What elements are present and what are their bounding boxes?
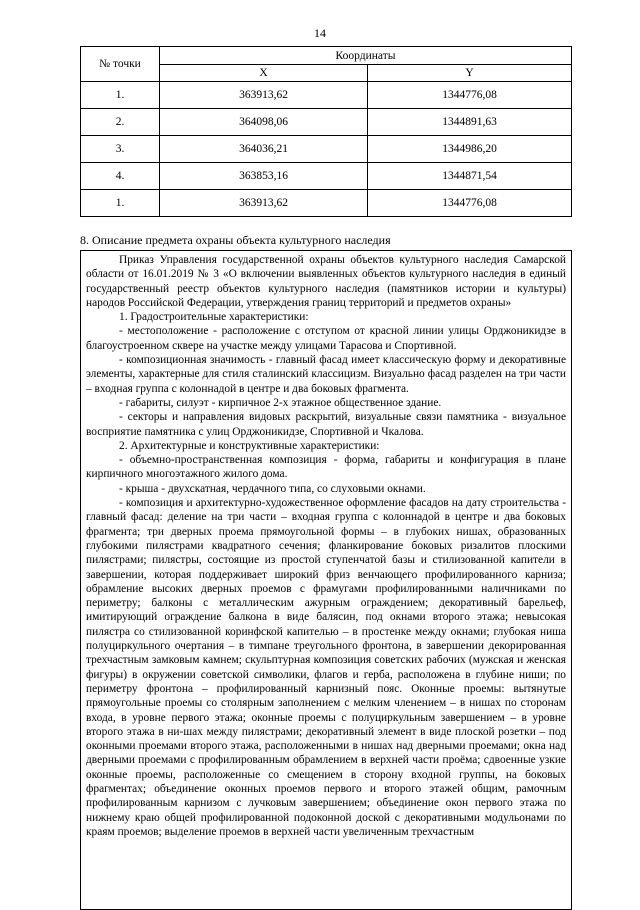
cell-x: 364036,21: [160, 136, 368, 163]
section-title: 8. Описание предмета охраны объекта культурного наследия: [80, 233, 391, 247]
header-coordinates: Координаты: [160, 47, 572, 65]
header-point-number: № точки: [81, 47, 160, 82]
table-row: [81, 163, 572, 190]
paragraph: 1. Градостроительные характеристики:: [119, 311, 309, 324]
page-number: 14: [314, 26, 326, 40]
paragraph: - местоположение - расположение с отступом от красной линии улицы Орджоникидзе в благоустроенном сквере на участке между улицами Тарасова и Спортивной.: [86, 325, 566, 352]
cell-point: 1.: [81, 190, 160, 217]
paragraph: - габариты, силуэт - кирпичное 2-х этажное общественное здание.: [119, 396, 442, 409]
cell-point: 1.: [81, 82, 160, 109]
cell-y: 1344776,08: [368, 190, 572, 217]
paragraph: - композиция и архитектурно-художественное оформление фасадов на дату строительства - главный фасад: деление на три части – входная группа с колоннадой в центре и два боковых фрагмента; три дверных проема прямоугольной формы – в глубоких нишах, образованных глубокими пилястрами квадратного сечения; фланкирование боковых ризалитов плоскими пилястрами; пилястры, состоящие из простой ступенчатой базы и стилизованной капители в завершении, которая поддерживает широкий фриз венчающего профилированного карниза; обрамление высоких дверных проемов с фрамугами профилированными наличниками по периметру; балконы с металлическим ажурным ограждением; декоративный барельеф, имитирующий ограждение балкона в виде балясин, под окнами второго этажа; невысокая пилястра со стилизованной коринфской капителью – в простенке между окнами; глубокая ниша полуциркульного очертания – в тимпане треугольного фронтона, в завершении декорированная трехчастным замковым камнем; скульптурная композиция советских рабочих (мужская и женская фигуры) в окружении советской символики, флагов и герба, расположена в глубине ниши; по периметру фронтона – профилированный карнизный пояс. Оконные проемы: вытянутые прямоугольные проемы со столярным заполнением с мелким членением – в нишах по сторонам входа, в уровне первого этажа; оконные проемы с полуциркульным завершением – в уровне второго этажа в ни-шах между пилястрами; декоративный элемент в виде плоской розетки – под оконными проемами второго этажа, расположенными в нишах над дверными проемами; окна над дверными проемами с профилированным обрамлением в верхней части проёма; сдвоенные узкие оконные проемы, расположенные со смещением в сторону входной группы, на боковых фрагментах; объединение оконных проемов первого и второго этажей общим, рамочным профилированным карнизом с лучковым завершением; объединение окон первого этажа по нижнему краю общей профилированной подоконной доской с декоративными модульонами по краям проемов; выделение проемов в верхней части увеличенным трехчастным: [86, 497, 566, 838]
header-x: X: [160, 65, 368, 82]
cell-point: 3.: [81, 136, 160, 163]
header-y: Y: [368, 65, 572, 82]
cell-x: 363913,62: [160, 82, 368, 109]
cell-x: 364098,06: [160, 109, 368, 136]
table-row: [81, 136, 572, 163]
table-header-row: [81, 47, 572, 65]
cell-point: 2.: [81, 109, 160, 136]
table-row: [81, 82, 572, 109]
cell-y: 1344986,20: [368, 136, 572, 163]
protection-subject-box: [80, 250, 572, 910]
table-row: [81, 109, 572, 136]
paragraph: 2. Архитектурные и конструктивные характеристики:: [119, 439, 380, 452]
coordinates-table: [80, 46, 572, 217]
paragraph: - объемно-пространственная композиция - форма, габариты и конфигурация в плане кирпичного многоэтажного жилого дома.: [86, 454, 566, 481]
cell-point: 4.: [81, 163, 160, 190]
paragraph: - композиционная значимость - главный фасад имеет классическую форму и декоративные элементы, характерные для стиля сталинский классицизм. Визуально фасад разделен на три части – входная группа с колоннадой в центре и два боковых фрагмента.: [86, 354, 566, 395]
cell-x: 363853,16: [160, 163, 368, 190]
cell-y: 1344776,08: [368, 82, 572, 109]
paragraph: - секторы и направления видовых раскрытий, визуальные связи памятника - визуальное восприятие памятника с улиц Орджоникидзе, Спортивной и Чкалова.: [86, 411, 566, 438]
paragraph: Приказ Управления государственной охраны объектов культурного наследия Самарской области от 16.01.2019 № 3 «О включении выявленных объектов культурного наследия в единый государственный реестр объектов культурного наследия (памятников истории и культуры) народов Российской Федерации, утверждения границ территорий и предметов охраны»: [86, 254, 566, 309]
table-row: [81, 190, 572, 217]
cell-x: 363913,62: [160, 190, 368, 217]
paragraph: - крыша - двухскатная, чердачного типа, со слуховыми окнами.: [119, 482, 426, 495]
cell-y: 1344871,54: [368, 163, 572, 190]
cell-y: 1344891,63: [368, 109, 572, 136]
